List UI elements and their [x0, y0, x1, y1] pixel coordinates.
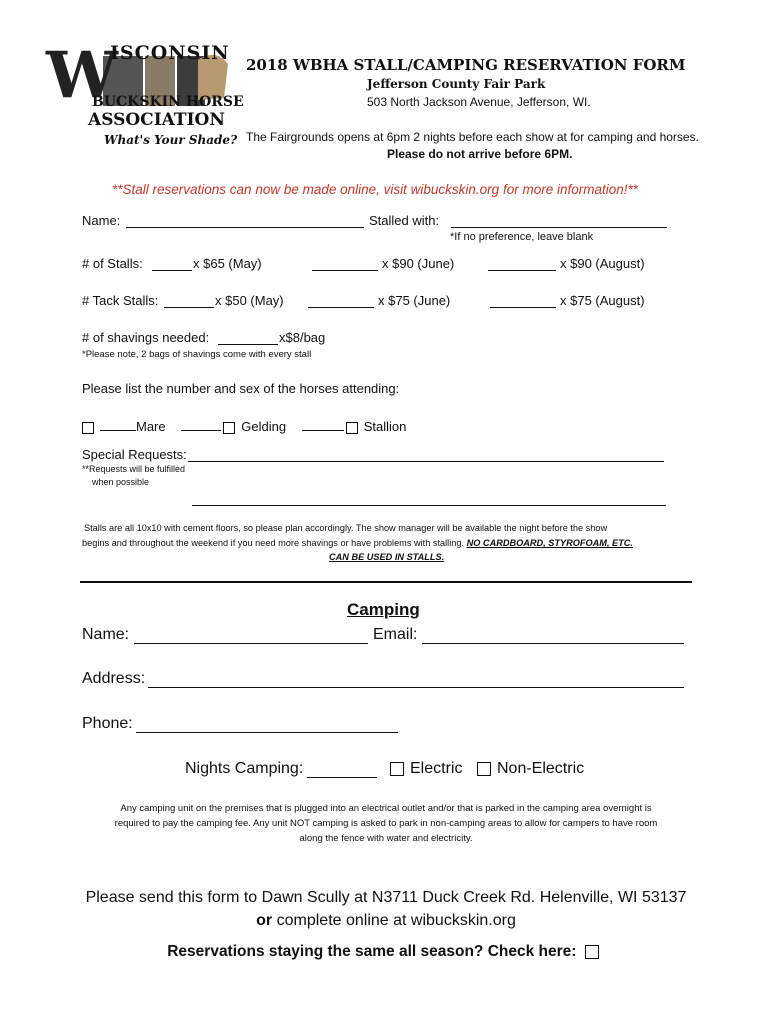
stalls-june-field[interactable]: [312, 256, 378, 271]
special-requests-field-2[interactable]: [192, 491, 666, 506]
online-option-text: complete online at wibuckskin.org: [276, 912, 516, 929]
gelding-count-field[interactable]: [181, 418, 221, 431]
horse-sex-row: [82, 418, 406, 434]
logo-wordmark: ISCONSIN: [110, 42, 230, 64]
camping-fee-note-2: required to pay the camping fee. Any unit NOT camping is asked to park in non-camping areas to allow for campers to have room: [114, 818, 658, 829]
stalls-june-price: x $90 (June): [382, 256, 455, 271]
arrival-note: Please do not arrive before 6PM.: [387, 147, 573, 161]
camping-heading: Camping: [347, 600, 420, 619]
camping-email-label: Email:: [373, 626, 418, 643]
horses-prompt: Please list the number and sex of the horses attending:: [82, 381, 400, 396]
logo-big-w: W: [46, 38, 118, 113]
stalls-may-field[interactable]: [152, 256, 192, 271]
floor-warning-2: CAN BE USED IN STALLS.: [329, 552, 445, 562]
gelding-label: Gelding: [241, 419, 287, 434]
season-text: Reservations staying the same all season? Check here:: [167, 943, 577, 960]
stalled-with-label: Stalled with:: [369, 213, 440, 228]
stalled-with-field[interactable]: [451, 213, 667, 228]
electric-label: Electric: [410, 760, 463, 777]
floor-note-text: begins and throughout the weekend if you need more shavings or have problems with stalling.: [82, 538, 465, 548]
logo-line2: BUCKSKIN HORSE: [92, 94, 244, 110]
season-checkbox[interactable]: [585, 945, 599, 959]
floor-warning-1: NO CARDBOARD, STYROFOAM, ETC.: [466, 538, 633, 548]
stallion-count-field[interactable]: [302, 418, 344, 431]
tack-aug-price: x $75 (August): [560, 293, 645, 308]
special-requests-label: Special Requests:: [82, 447, 187, 462]
stalls-label: # of Stalls:: [82, 256, 143, 271]
nights-camping-label: Nights Camping:: [185, 760, 304, 777]
online-option-line: [70, 912, 702, 930]
or-word: or: [256, 912, 273, 929]
special-requests-note-1: **Requests will be fulfilled: [82, 464, 186, 474]
camping-email-field[interactable]: [422, 626, 684, 644]
tack-may-field[interactable]: [164, 293, 214, 308]
logo-line3: ASSOCIATION: [88, 110, 225, 130]
camping-address-label: Address:: [82, 670, 146, 687]
camping-fee-note-3: along the fence with water and electricity.: [299, 833, 473, 844]
section-divider: [80, 581, 692, 583]
camping-name-field[interactable]: [134, 626, 368, 644]
association-logo: [46, 38, 244, 158]
mare-checkbox[interactable]: [82, 422, 94, 434]
floor-note-line2: [82, 538, 633, 548]
nights-camping-field[interactable]: [307, 760, 377, 778]
non-electric-option: [477, 760, 584, 778]
shavings-note: *Please note, 2 bags of shavings come with every stall: [82, 349, 312, 360]
stalls-aug-field[interactable]: [488, 256, 556, 271]
venue-name: Jefferson County Fair Park: [367, 77, 546, 91]
venue-address: 503 North Jackson Avenue, Jefferson, WI.: [367, 95, 591, 109]
stall-name-label: Name:: [82, 213, 121, 228]
tack-june-field[interactable]: [308, 293, 374, 308]
stallion-checkbox[interactable]: [346, 422, 358, 434]
non-electric-label: Non-Electric: [497, 760, 585, 777]
tack-june-price: x $75 (June): [378, 293, 451, 308]
gelding-checkbox[interactable]: [223, 422, 235, 434]
opening-note: The Fairgrounds opens at 6pm 2 nights before each show at for camping and horses.: [246, 130, 699, 144]
camping-phone-field[interactable]: [136, 715, 398, 733]
mare-label: Mare: [136, 419, 166, 434]
non-electric-checkbox[interactable]: [477, 762, 491, 776]
tack-label: # Tack Stalls:: [82, 293, 159, 308]
online-notice: **Stall reservations can now be made online, visit wibuckskin.org for more information!**: [112, 182, 638, 197]
tack-may-price: x $50 (May): [215, 293, 284, 308]
floor-note-line1: Stalls are all 10x10 with cement floors, so please plan accordingly. The show manager will be available the night before the show: [84, 523, 608, 533]
mare-count-field[interactable]: [100, 418, 136, 431]
camping-address-field[interactable]: [148, 670, 684, 688]
special-requests-field-1[interactable]: [188, 447, 664, 462]
logo-tagline: What's Your Shade?: [104, 133, 238, 147]
season-line: [70, 943, 702, 961]
camping-fee-note-1: Any camping unit on the premises that is plugged into an electrical outlet and/or that is parked in the camping area overnight is: [120, 803, 652, 814]
special-requests-note-2: when possible: [92, 477, 150, 487]
form-title: 2018 WBHA STALL/CAMPING RESERVATION FORM: [246, 56, 686, 74]
send-form-line: Please send this form to Dawn Scully at N3711 Duck Creek Rd. Helenville, WI 53137: [85, 889, 687, 906]
shavings-field[interactable]: [218, 330, 278, 345]
stall-name-field[interactable]: [126, 213, 364, 228]
stallion-label: Stallion: [363, 419, 407, 434]
camping-phone-label: Phone:: [82, 715, 133, 732]
stalls-aug-price: x $90 (August): [560, 256, 645, 271]
tack-aug-field[interactable]: [490, 293, 556, 308]
electric-checkbox[interactable]: [390, 762, 404, 776]
no-preference-note: *If no preference, leave blank: [450, 231, 594, 243]
stalls-may-price: x $65 (May): [193, 256, 262, 271]
shavings-label: # of shavings needed:: [82, 330, 210, 345]
electric-option: [390, 760, 462, 778]
camping-fee-note: [80, 801, 692, 846]
camping-name-label: Name:: [82, 626, 130, 643]
shavings-price: x$8/bag: [279, 330, 326, 345]
